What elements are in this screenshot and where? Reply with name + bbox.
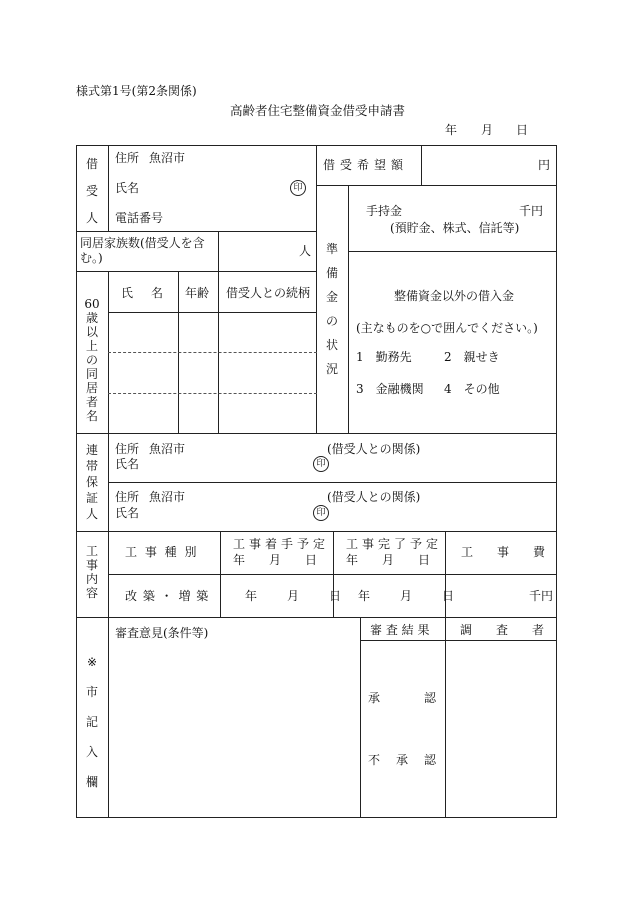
cash-unit: 千円 [519,204,544,218]
loan-option-4: 4 その他 [444,382,500,396]
loan-option-1: 1 勤務先 [356,350,412,364]
elderly-section-label: 60 歳 以 上 の 同 居 者 名 [84,297,100,423]
col-name-header: 氏 名 [121,286,167,300]
date-day: 日 [516,123,529,137]
borrower-seal-icon: 印 [290,180,306,196]
household-unit: 人 [299,244,312,258]
funds-section-label: 準 備 金 の 状 況 [325,242,338,376]
approve-option: 承 認 [368,691,439,705]
borrower-address-label: 住所 [115,151,140,165]
borrower-address-city: 魚沼市 [149,151,186,165]
loan-option-3: 3 金融機関 [356,382,424,396]
borrower-name-label: 氏名 [115,181,140,195]
guarantor1-seal-icon: 印 [313,456,329,472]
form-number: 様式第1号(第2条関係) [76,84,197,98]
reject-option: 不 承 認 [368,753,439,767]
guarantor1-name-label: 氏名 [115,457,140,471]
date-year: 年 [445,123,458,137]
guarantor1-address-label: 住所 [115,442,140,456]
inspector-header: 調 査 者 [460,623,545,637]
desired-amount-unit: 円 [538,158,551,172]
date-month: 月 [481,123,494,137]
col-relation-header: 借受人との続柄 [226,286,311,300]
loan-label: 整備資金以外の借入金 [394,289,515,303]
construction-start-ymd: 年 月 日 [245,589,344,603]
guarantor1-relation-label: (借受人との関係) [327,442,421,456]
cash-label: 手持金 [366,204,403,218]
construction-start-header: 工事着手予定 [233,537,330,551]
document-title: 高齢者住宅整備資金借受申請書 [230,103,406,118]
loan-option-2: 2 親せき [444,350,500,364]
construction-end-header: 工事完了予定 [346,537,443,551]
construction-type-value: 改 築 ・ 増 築 [125,589,210,603]
city-use-section-label: ※ 市 記 入 欄 [85,655,98,789]
guarantor2-address-label: 住所 [115,490,140,504]
cash-note: (預貯金、株式、信託等) [390,221,520,235]
construction-section-label: 工 事 内 容 [85,544,98,600]
guarantor1-address-city: 魚沼市 [149,442,186,456]
guarantor2-relation-label: (借受人との関係) [327,490,421,504]
construction-cost-unit: 千円 [529,589,554,603]
col-age-header: 年齢 [185,286,210,300]
construction-start-ymd-header: 年 月 日 [233,553,318,567]
construction-type-header: 工 事 種 別 [125,545,199,559]
borrower-phone-label: 電話番号 [115,211,164,225]
guarantor2-name-label: 氏名 [115,506,140,520]
guarantor-section-label: 連 帯 保 証 人 [85,443,98,521]
guarantor2-seal-icon: 印 [313,505,329,521]
guarantor2-address-city: 魚沼市 [149,490,186,504]
review-result-header: 審 査 結 果 [370,623,430,637]
review-opinion-label: 審査意見(条件等) [115,626,209,640]
construction-end-ymd-header: 年 月 日 [346,553,431,567]
household-label: 同居家族数(借受人を含む。) [80,236,205,265]
loan-note: (主なものを○で囲んでください。) [356,321,538,335]
borrower-section-label: 借 受 人 [85,157,98,225]
desired-amount-label: 借受希望額 [323,158,409,172]
construction-cost-header: 工 事 費 [461,545,546,559]
construction-end-ymd: 年 月 日 [358,589,457,603]
